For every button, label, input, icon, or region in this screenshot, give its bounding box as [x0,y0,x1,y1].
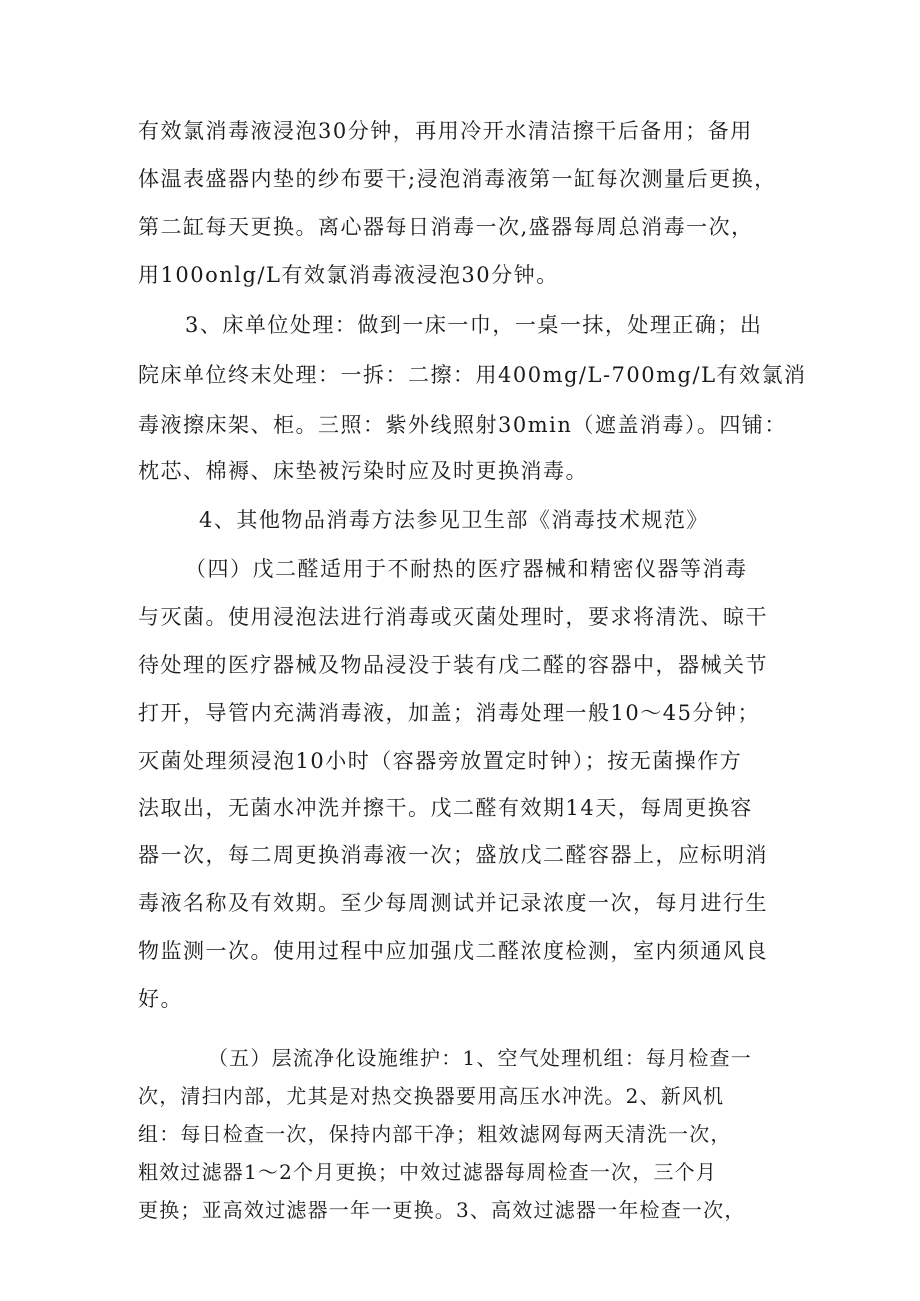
text-line: 院床单位终末处理：一拆：二擦：用400mg/L-700mg/L有效氯消 [138,363,807,387]
text-line: 灭菌处理须浸泡10小时（容器旁放置定时钟）；按无菌操作方 [138,749,743,773]
text-line: 更换；亚高效过滤器一年一更换。3、高效过滤器一年检查一次， [138,1198,746,1222]
text-line: 用100onlg/L有效氯消毒液浸泡30分钟。 [138,263,559,287]
text-line: 法取出，无菌水冲洗并擦干。戊二醛有效期14天，每周更换容 [138,796,753,820]
text-line: （五）层流净化设施维护：1、空气处理机组：每月检查一 [208,1046,752,1070]
text-line: （四）戊二醛适用于不耐热的医疗器械和精密仪器等消毒 [185,557,748,581]
text-line: 有效氯消毒液浸泡30分钟，再用冷开水清洁擦干后备用；备用 [138,119,753,143]
text-line: 待处理的医疗器械及物品浸没于装有戊二醛的容器中，器械关节 [138,653,768,677]
text-line: 次，清扫内部，尤其是对热交换器要用高压水冲洗。2、新风机 [138,1084,725,1108]
text-line: 好。 [138,987,183,1011]
text-line: 粗效过滤器1～2个月更换；中效过滤器每周检查一次，三个月 [138,1160,718,1184]
text-line: 体温表盛器内垫的纱布要干;浸泡消毒液第一缸每次测量后更换， [138,167,777,191]
text-line: 4、其他物品消毒方法参见卫生部《消毒技术规范》 [199,508,709,532]
text-line: 物监测一次。使用过程中应加强戊二醛浓度检测，室内须通风良 [138,939,768,963]
text-line: 毒液擦床架、柜。三照：紫外线照射30min（遮盖消毒）。四铺： [138,413,787,437]
text-line: 第二缸每天更换。离心器每日消毒一次,盛器每周总消毒一次， [138,215,754,239]
text-line: 3、床单位处理：做到一床一巾，一桌一抹，处理正确；出 [185,313,763,337]
text-line: 组：每日检查一次，保持内部干净；粗效滤网每两天清洗一次， [138,1122,732,1146]
text-line: 枕芯、棉褥、床垫被污染时应及时更换消毒。 [138,459,588,483]
text-line: 毒液名称及有效期。至少每周测试并记录浓度一次，每月进行生 [138,891,768,915]
text-line: 与灭菌。使用浸泡法进行消毒或灭菌处理时，要求将清洗、晾干 [138,605,768,629]
text-line: 器一次，每二周更换消毒液一次；盛放戊二醛容器上，应标明消 [138,843,768,867]
text-line: 打开，导管内充满消毒液，加盖；消毒处理一般10～45分钟； [138,701,760,725]
